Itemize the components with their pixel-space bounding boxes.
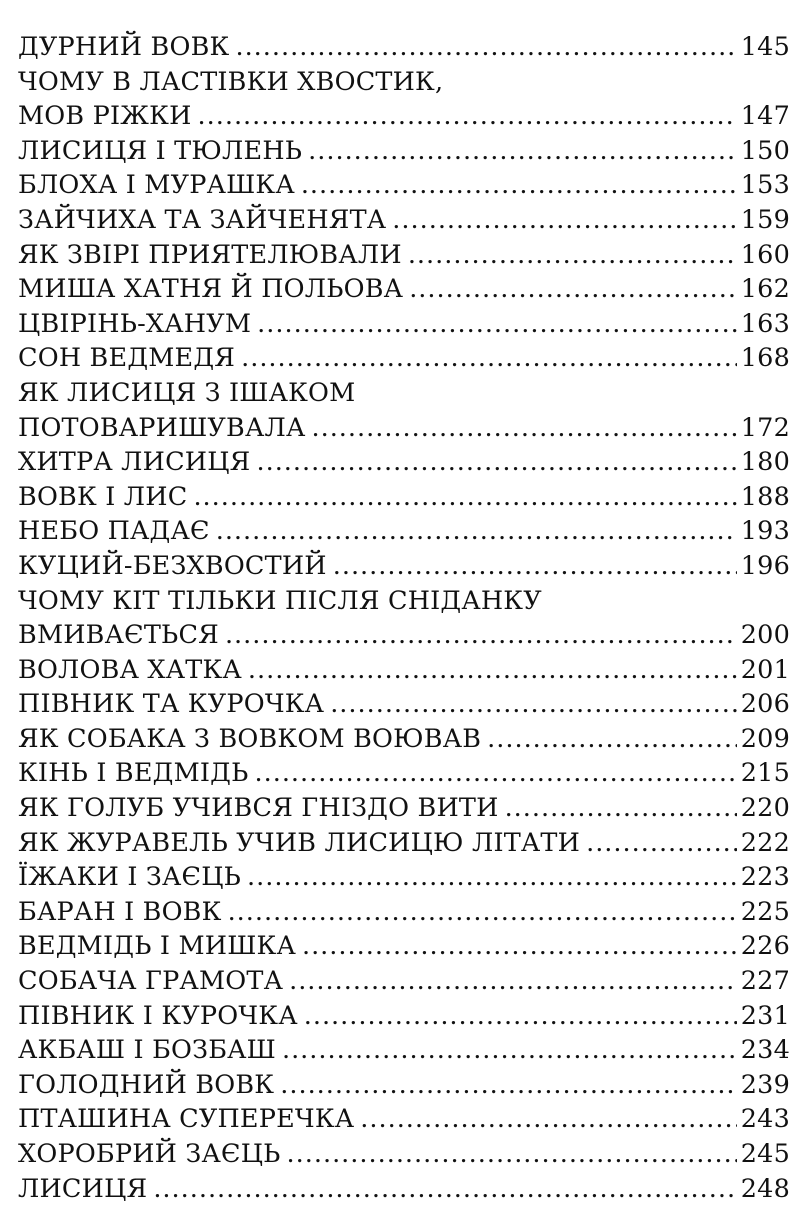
toc-entry-title: ЯК ЛИСИЦЯ З ІШАКОМ	[18, 377, 356, 408]
toc-entry	[18, 1172, 790, 1206]
toc-entry-page-number: 215	[740, 758, 790, 789]
toc-entry	[18, 826, 790, 861]
toc-entry	[18, 964, 790, 999]
toc-entry	[18, 341, 790, 376]
toc-entry-page-number: 245	[740, 1139, 790, 1169]
toc-entry-page-number: 193	[740, 516, 790, 547]
dot-leader	[216, 514, 737, 549]
toc-entry-page-number: 147	[740, 101, 790, 132]
toc-entry-page-number: 226	[740, 931, 790, 962]
dot-leader	[301, 168, 737, 203]
toc-entry-page-number: 196	[740, 550, 790, 581]
dot-leader	[255, 756, 737, 791]
toc-entry-title: ПІВНИК ТА КУРОЧКА	[18, 689, 325, 720]
dot-leader	[228, 895, 737, 930]
toc-entry	[18, 929, 790, 964]
toc-entry	[18, 307, 790, 342]
toc-entry-title: ВОЛОВА ХАТКА	[18, 654, 242, 685]
toc-entry-title: ХОРОБРИЙ ЗАЄЦЬ	[18, 1139, 281, 1169]
toc-entry-page-number: 231	[740, 1000, 790, 1031]
dot-leader	[311, 411, 736, 446]
toc-entry	[18, 722, 790, 757]
toc-entry-page-number: 180	[740, 447, 790, 478]
toc-entry	[18, 376, 790, 411]
toc-entry-page-number: 234	[740, 1035, 790, 1066]
toc-entry	[18, 1137, 790, 1172]
dot-leader	[360, 1102, 736, 1137]
toc-entry-page-number: 150	[740, 135, 790, 166]
dot-leader	[487, 722, 737, 757]
dot-leader	[408, 238, 737, 273]
dot-leader	[280, 1068, 736, 1103]
toc-entry-title: ЯК ГОЛУБ УЧИВСЯ ГНІЗДО ВИТИ	[18, 793, 499, 824]
toc-entry-page-number: 248	[740, 1173, 790, 1204]
toc-entry-page-number: 227	[740, 966, 790, 997]
toc-entry-page-number: 220	[740, 793, 790, 824]
toc-entry	[18, 203, 790, 238]
toc-entry	[18, 480, 790, 515]
dot-leader	[302, 929, 737, 964]
toc-entry-title: ЛИСИЦЯ І ТЮЛЕНЬ	[18, 135, 303, 166]
dot-leader	[193, 480, 736, 515]
dot-leader	[409, 272, 737, 307]
toc-entry	[18, 653, 790, 688]
toc-entry-title: КУЦИЙ-БЕЗХВОСТИЙ	[18, 550, 327, 581]
toc-entry	[18, 272, 790, 307]
dot-leader	[198, 99, 737, 134]
toc-entry-page-number: 172	[740, 412, 790, 443]
toc-entry	[18, 687, 790, 722]
toc-entry	[18, 134, 790, 169]
toc-entry-page-number: 225	[740, 896, 790, 927]
toc-entry-page-number: 239	[740, 1069, 790, 1100]
dot-leader	[330, 687, 737, 722]
toc-entry-title: ЛИСИЦЯ	[18, 1173, 148, 1204]
dot-leader	[289, 964, 737, 999]
toc-entry-title: МОВ РІЖКИ	[18, 101, 192, 132]
toc-entry	[18, 584, 790, 619]
toc-entry	[18, 168, 790, 203]
toc-entry	[18, 411, 790, 446]
dot-leader	[333, 549, 737, 584]
toc-entry-page-number: 243	[740, 1104, 790, 1135]
toc-entry	[18, 756, 790, 791]
toc-entry-page-number: 163	[740, 308, 790, 339]
dot-leader	[257, 307, 737, 342]
dot-leader	[241, 341, 737, 376]
dot-leader	[287, 1137, 737, 1172]
toc-entry-title: ПОТОВАРИШУВАЛА	[18, 412, 306, 443]
dot-leader	[247, 860, 737, 895]
toc-entry	[18, 1068, 790, 1103]
toc-entry	[18, 514, 790, 549]
dot-leader	[225, 618, 737, 653]
toc-entry-title: МИША ХАТНЯ Й ПОЛЬОВА	[18, 274, 404, 305]
dot-leader	[153, 1172, 736, 1206]
toc-entry	[18, 30, 790, 65]
toc-entry	[18, 65, 790, 100]
toc-entry-title: ПТАШИНА СУПЕРЕЧКА	[18, 1104, 355, 1135]
toc-entry-title: СОН ВЕДМЕДЯ	[18, 343, 236, 374]
toc-entry	[18, 791, 790, 826]
toc-entry-title: ВМИВАЄТЬСЯ	[18, 620, 219, 651]
toc-entry	[18, 1102, 790, 1137]
toc-entry-page-number: 159	[740, 204, 790, 235]
toc-entry-page-number: 201	[740, 654, 790, 685]
toc-entry	[18, 549, 790, 584]
dot-leader	[505, 791, 737, 826]
toc-entry	[18, 999, 790, 1034]
toc-entry-page-number: 188	[740, 481, 790, 512]
toc-entry	[18, 860, 790, 895]
toc-entry-page-number: 162	[740, 274, 790, 305]
dot-leader	[586, 826, 737, 861]
toc-entry-title: ЯК СОБАКА З ВОВКОМ ВОЮВАВ	[18, 723, 482, 754]
toc-entry-title: СОБАЧА ГРАМОТА	[18, 966, 284, 997]
toc-entry-title: БАРАН І ВОВК	[18, 896, 222, 927]
toc-entry-page-number: 206	[740, 689, 790, 720]
toc-entry	[18, 99, 790, 134]
toc-entry-title: ЇЖАКИ І ЗАЄЦЬ	[18, 862, 242, 893]
toc-entry-title: АКБАШ І БОЗБАШ	[18, 1035, 276, 1066]
toc-entry	[18, 445, 790, 480]
toc-entry-title: ЦВІРІНЬ-ХАНУМ	[18, 308, 252, 339]
toc-entry-page-number: 153	[740, 170, 790, 201]
toc-entry-title: ДУРНИЙ ВОВК	[18, 32, 230, 62]
toc-entry	[18, 1033, 790, 1068]
toc-entry-title: ХИТРА ЛИСИЦЯ	[18, 447, 251, 478]
toc-entry-page-number: 209	[740, 723, 790, 754]
toc-entry-title: ЧОМУ КІТ ТІЛЬКИ ПІСЛЯ СНІДАНКУ	[18, 585, 542, 616]
toc-entry-title: БЛОХА І МУРАШКА	[18, 170, 295, 201]
dot-leader	[256, 445, 736, 480]
toc-entry-page-number: 160	[740, 239, 790, 270]
dot-leader	[308, 134, 737, 169]
toc-entry-title: ЯК ЖУРАВЕЛЬ УЧИВ ЛИСИЦЮ ЛІТАТИ	[18, 827, 581, 858]
toc-entry-title: ЗАЙЧИХА ТА ЗАЙЧЕНЯТА	[18, 204, 387, 235]
toc-entry-page-number: 222	[740, 827, 790, 858]
dot-leader	[282, 1033, 737, 1068]
toc-entry	[18, 618, 790, 653]
toc-entry-page-number: 223	[740, 862, 790, 893]
toc-entry-title: ВЕДМІДЬ І МИШКА	[18, 931, 296, 962]
toc-entry-page-number: 145	[740, 32, 790, 62]
dot-leader	[248, 653, 737, 688]
toc-entry	[18, 238, 790, 273]
toc-entry-page-number: 200	[740, 620, 790, 651]
toc-entry-title: ПІВНИК І КУРОЧКА	[18, 1000, 298, 1031]
toc-entry-title: КІНЬ І ВЕДМІДЬ	[18, 758, 249, 789]
table-of-contents	[18, 30, 790, 1206]
dot-leader	[304, 999, 737, 1034]
toc-entry-title: НЕБО ПАДАЄ	[18, 516, 210, 547]
toc-entry	[18, 895, 790, 930]
toc-entry-page-number: 168	[740, 343, 790, 374]
toc-entry-title: ВОВК І ЛИС	[18, 481, 188, 512]
toc-entry-title: ЯК ЗВІРІ ПРИЯТЕЛЮВАЛИ	[18, 239, 402, 270]
dot-leader	[235, 30, 736, 65]
toc-entry-title: ЧОМУ В ЛАСТІВКИ ХВОСТИК,	[18, 66, 444, 97]
toc-entry-title: ГОЛОДНИЙ ВОВК	[18, 1069, 275, 1100]
dot-leader	[392, 203, 736, 238]
